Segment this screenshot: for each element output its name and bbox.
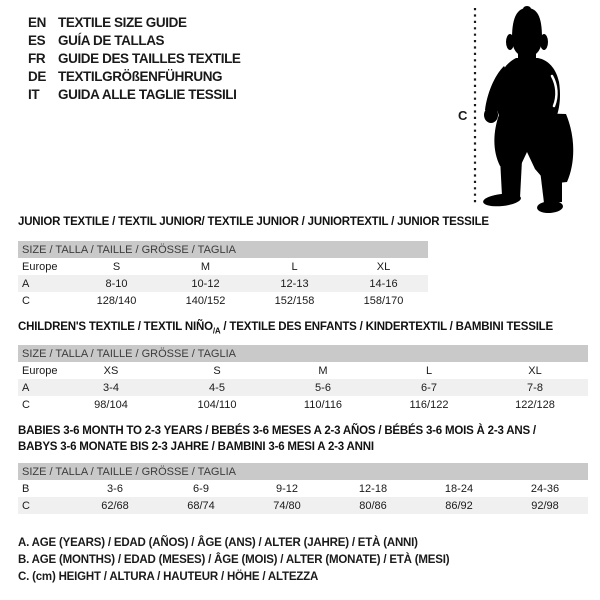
size-row-b — [18, 480, 588, 497]
row-label: A — [22, 277, 30, 290]
row-label: A — [22, 381, 30, 394]
size-value: 116/122 — [409, 398, 449, 411]
size-value: 14-16 — [369, 277, 398, 290]
size-value: 8-10 — [105, 277, 128, 290]
row-label: Europe — [22, 364, 58, 377]
children-size-table — [18, 345, 588, 413]
size-value: 122/128 — [515, 398, 555, 411]
size-value: 92/98 — [531, 499, 559, 512]
size-row-c — [18, 292, 428, 309]
size-value: XS — [103, 364, 119, 377]
language-row — [28, 85, 241, 103]
row-label: C — [22, 294, 30, 307]
size-value: 6-9 — [193, 482, 209, 495]
language-code: IT — [28, 86, 40, 102]
size-value: 18-24 — [444, 482, 474, 495]
size-value: M — [200, 260, 211, 273]
size-value: 62/68 — [101, 499, 129, 512]
size-column-header: SIZE / TALLA / TAILLE / GRÖSSE / TAGLIA — [18, 241, 428, 258]
language-row — [28, 49, 241, 67]
junior-size-table — [18, 241, 428, 309]
language-row — [28, 31, 241, 49]
size-value: 74/80 — [273, 499, 301, 512]
size-row-europe — [18, 362, 588, 379]
size-value: S — [213, 364, 221, 377]
row-label: Europe — [22, 260, 58, 273]
language-code: EN — [28, 14, 46, 30]
size-row-a — [18, 379, 588, 396]
size-column-header: SIZE / TALLA / TAILLE / GRÖSSE / TAGLIA — [18, 463, 588, 480]
note-c-height: C. (cm) HEIGHT / ALTURA / HAUTEUR / HÖHE / ALTEZZA — [18, 571, 319, 583]
size-value: 158/170 — [363, 294, 404, 307]
language-code: FR — [28, 50, 46, 66]
row-label: C — [22, 499, 30, 512]
language-title-list — [28, 13, 241, 103]
language-code: DE — [28, 68, 46, 84]
size-value: 24-36 — [530, 482, 560, 495]
language-title: GUIDA ALLE TAGLIE TESSILI — [58, 86, 237, 102]
size-header-row — [18, 463, 588, 480]
size-value: 86/92 — [445, 499, 473, 512]
note-b-age-months: B. AGE (MONTHS) / EDAD (MESES) / ÂGE (MOIS) / ALTER (MONATE) / ETÀ (MESI) — [18, 554, 450, 566]
legend-notes — [18, 537, 449, 588]
size-value: 128/140 — [96, 294, 137, 307]
row-label: B — [22, 482, 30, 495]
size-value: 68/74 — [187, 499, 215, 512]
toddler-silhouette-icon — [482, 6, 573, 214]
size-value: 9-12 — [275, 482, 299, 495]
title-line-1: BABIES 3-6 MONTH TO 2-3 YEARS / BEBÉS 3-6 MESES A 2-3 AÑOS / BÉBÉS 3-6 MOIS À 2-3 ANS / — [18, 425, 536, 437]
size-value: 6-7 — [421, 381, 437, 394]
title-subscript: /A — [212, 326, 221, 336]
size-value: XL — [528, 364, 542, 377]
height-label-c: C — [458, 108, 468, 123]
size-value: 7-8 — [527, 381, 543, 394]
size-value: 98/104 — [94, 398, 128, 411]
language-code: ES — [28, 32, 46, 48]
size-value: 110/116 — [303, 398, 343, 411]
size-value: 12-18 — [358, 482, 388, 495]
size-value: XL — [376, 260, 391, 273]
size-value: L — [425, 364, 433, 377]
size-row-a — [18, 275, 428, 292]
size-value: 5-6 — [315, 381, 331, 394]
size-value: 140/152 — [185, 294, 226, 307]
language-title: GUÍA DE TALLAS — [58, 32, 165, 48]
size-value: 12-13 — [280, 277, 309, 290]
title-text: CHILDREN'S TEXTILE / TEXTIL NIÑO — [18, 321, 213, 333]
size-value: M — [318, 364, 328, 377]
table-title-babies — [18, 424, 536, 455]
language-title: TEXTILGRÖßENFÜHRUNG — [58, 68, 223, 84]
size-value: 3-6 — [107, 482, 123, 495]
title-text: / TEXTILE DES ENFANTS / KINDERTEXTIL / BAMBINI TESSILE — [220, 321, 553, 333]
size-value: S — [112, 260, 121, 273]
size-value: 3-4 — [103, 381, 119, 394]
size-value: 152/158 — [274, 294, 315, 307]
size-value: 10-12 — [191, 277, 220, 290]
size-row-c — [18, 497, 588, 514]
table-title-junior: JUNIOR TEXTILE / TEXTIL JUNIOR/ TEXTILE JUNIOR / JUNIORTEXTIL / JUNIOR TESSILE — [18, 216, 489, 228]
size-value: 104/110 — [197, 398, 237, 411]
babies-size-table — [18, 463, 588, 514]
size-row-c — [18, 396, 588, 413]
toddler-figure — [450, 0, 600, 215]
language-title: GUIDE DES TAILLES TEXTILE — [58, 50, 241, 66]
title-line-2: BABYS 3-6 MONATE BIS 2-3 JAHRE / BAMBINI 3-6 MESI A 2-3 ANNI — [18, 440, 374, 453]
size-header-row — [18, 241, 428, 258]
language-row — [28, 13, 241, 31]
size-column-header: SIZE / TALLA / TAILLE / GRÖSSE / TAGLIA — [18, 345, 588, 362]
size-value: L — [291, 260, 298, 273]
language-title: TEXTILE SIZE GUIDE — [58, 14, 187, 30]
size-value: 4-5 — [209, 381, 225, 394]
row-label: C — [22, 398, 30, 411]
size-value: 80/86 — [359, 499, 387, 512]
size-header-row — [18, 345, 588, 362]
language-row — [28, 67, 241, 85]
note-a-age-years: A. AGE (YEARS) / EDAD (AÑOS) / ÂGE (ANS) / ALTER (JAHRE) / ETÀ (ANNI) — [18, 537, 418, 549]
table-title-children — [18, 320, 553, 338]
size-row-europe — [18, 258, 428, 275]
